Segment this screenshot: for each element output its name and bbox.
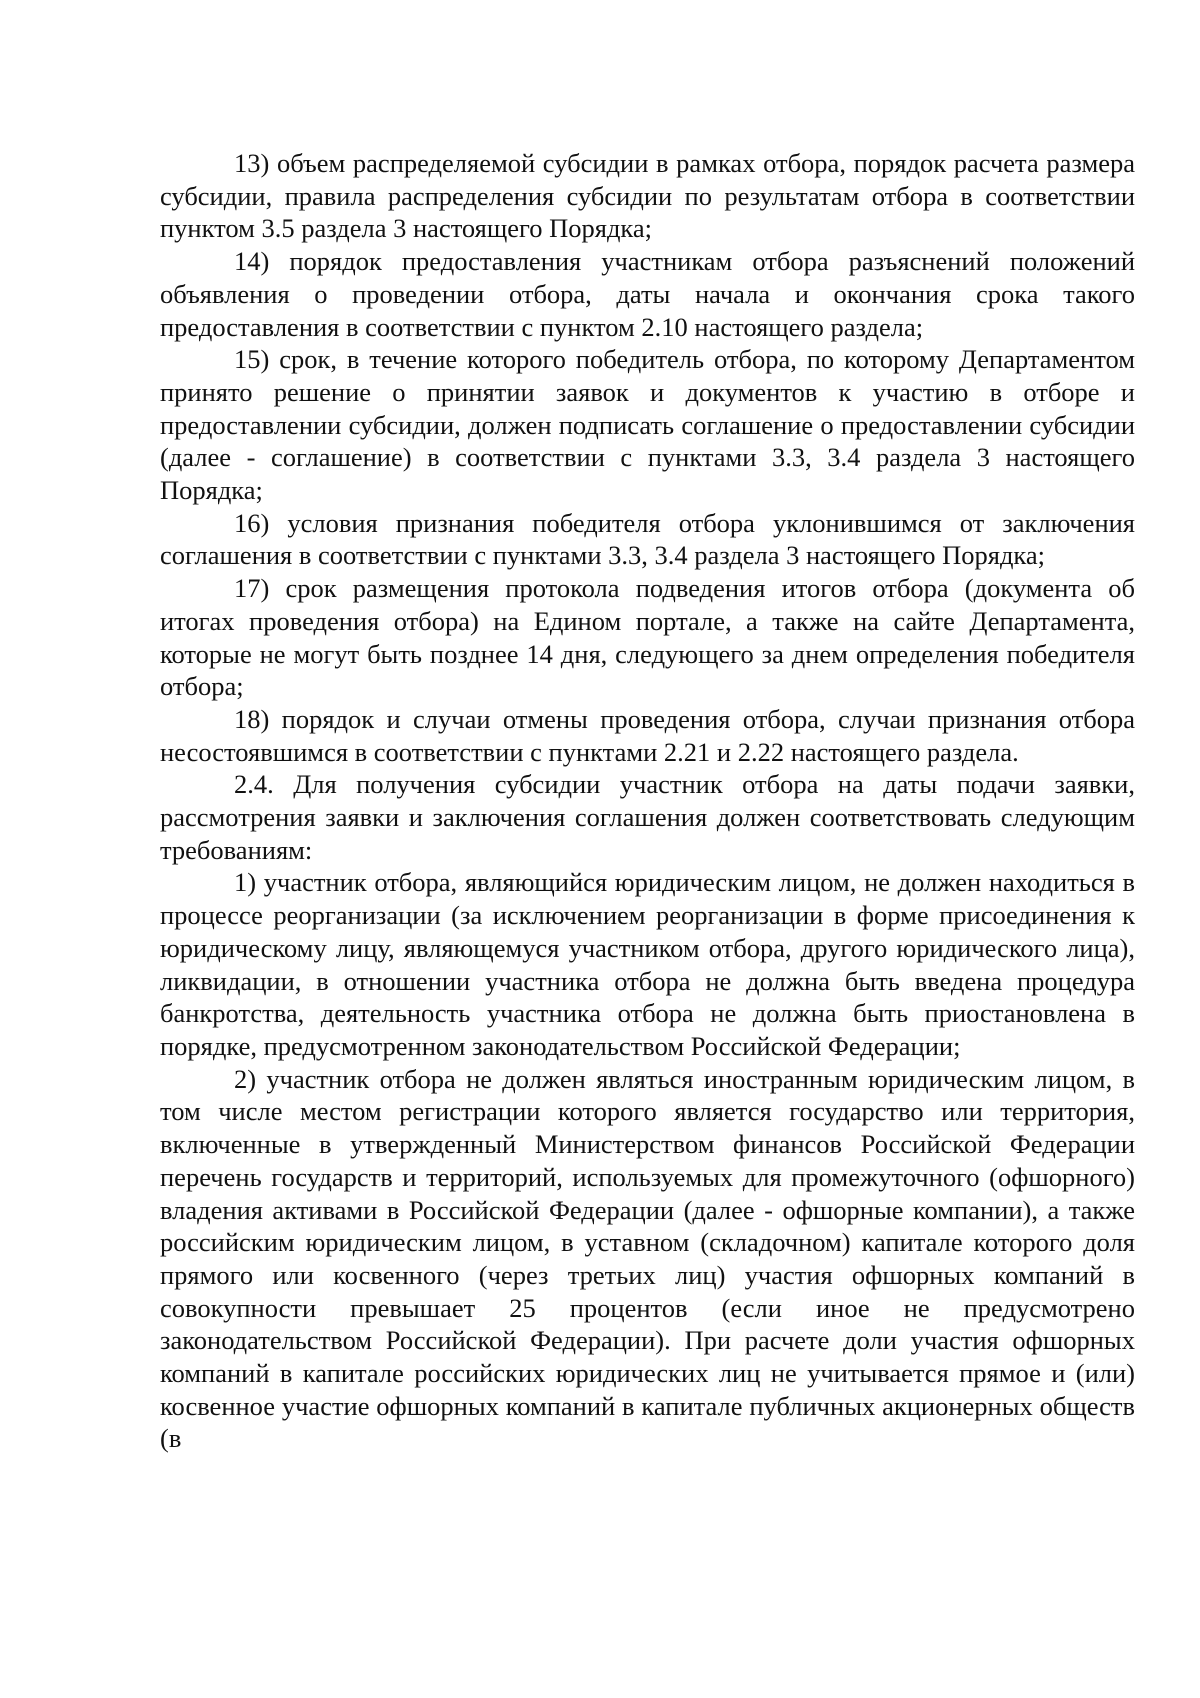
paragraph-requirement-2: 2) участник отбора не должен являться иностранным юридическим лицом, в том числе местом регистрации которого является государство или территория, включенные в утвержденный Министерством финансов Российской Федерации перечень государств и территорий, используемых для промежуточного (офшорного) владения активами в Российской Федерации (далее - офшорные компании), а также российским юридическим лицом, в уставном (складочном) капитале которого доля прямого или косвенного (через третьих лиц) участия офшорных компаний в совокупности превышает 25 процентов (если иное не предусмотрено законодательством Российской Федерации). При расчете доли участия офшорных компаний в капитале российских юридических лиц не учитывается прямое и (или) косвенное участие офшорных компаний в капитале публичных акционерных обществ (в: [160, 1063, 1135, 1454]
paragraph-requirement-1: 1) участник отбора, являющийся юридическим лицом, не должен находиться в процессе реорганизации (за исключением реорганизации в форме присоединения к юридическому лицу, являющемуся участником отбора, другого юридического лица), ликвидации, в отношении участника отбора не должна быть введена процедура банкротства, деятельность участника отбора не должна быть приостановлена в порядке, предусмотренном законодательством Российской Федерации;: [160, 867, 1135, 1061]
paragraph-item-17: 17) срок размещения протокола подведения итогов отбора (документа об итогах проведения отбора) на Едином портале, а также на сайте Департамента, которые не могут быть позднее 14 дня, следующего за днем определения победителя отбора;: [160, 573, 1135, 702]
paragraph-item-16: 16) условия признания победителя отбора уклонившимся от заключения соглашения в соответствии с пунктами 3.3, 3.4 раздела 3 настоящего Порядка;: [160, 507, 1135, 571]
paragraph-item-13: 13) объем распределяемой субсидии в рамках отбора, порядок расчета размера субсидии, правила распределения субсидии по результатам отбора в соответствии пунктом 3.5 раздела 3 настоящего Порядка;: [160, 148, 1135, 244]
paragraph-item-15: 15) срок, в течение которого победитель отбора, по которому Департаментом принято решение о принятии заявок и документов к участию в отборе и предоставлении субсидии, должен подписать соглашение о предоставлении субсидии (далее - соглашение) в соответствии с пунктами 3.3, 3.4 раздела 3 настоящего Порядка;: [160, 344, 1135, 506]
paragraph-section-2-4: 2.4. Для получения субсидии участник отбора на даты подачи заявки, рассмотрения заявки и заключения соглашения должен соответствовать следующим требованиям:: [160, 769, 1135, 865]
document-body: [160, 147, 1135, 1455]
paragraph-item-18: 18) порядок и случаи отмены проведения отбора, случаи признания отбора несостоявшимся в соответствии с пунктами 2.21 и 2.22 настоящего раздела.: [160, 703, 1135, 767]
paragraph-item-14: 14) порядок предоставления участникам отбора разъяснений положений объявления о проведении отбора, даты начала и окончания срока такого предоставления в соответствии с пунктом 2.10 настоящего раздела;: [160, 246, 1135, 342]
